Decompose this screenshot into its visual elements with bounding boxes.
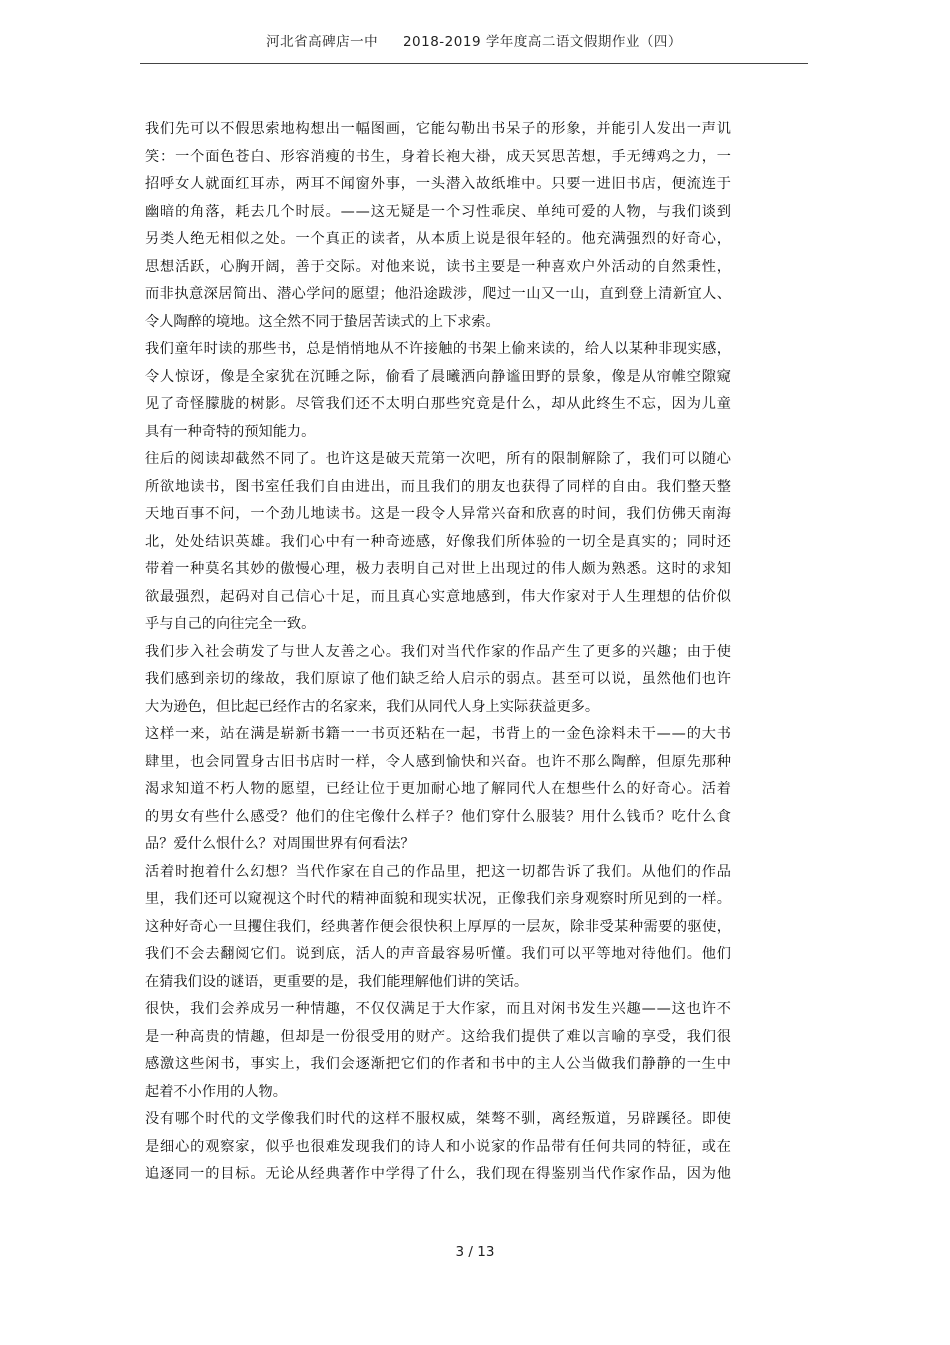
document-title: 2018-2019 学年度高二语文假期作业（四） — [402, 34, 682, 50]
text-line: 我们不会去翻阅它们。说到底，活人的声音最容易听懂。我们可以平等地对待他们。他们 — [145, 946, 732, 962]
text-line: 没有哪个时代的文学像我们时代的这样不服权威，桀骜不驯，离经叛道，另辟蹊径。即使 — [145, 1111, 732, 1127]
text-line: 感激这些闲书，事实上，我们会逐渐把它们的作者和书中的主人公当做我们静静的一生中 — [145, 1056, 732, 1072]
text-line: 起着不小作用的人物。 — [145, 1083, 287, 1100]
article-body — [145, 116, 745, 1189]
text-line: 渴求知道不朽人物的愿望，已经让位于更加耐心地了解同代人在想些什么的好奇心。活着 — [145, 781, 732, 797]
page-header — [140, 30, 808, 50]
text-line: 令人陶醉的境地。这全然不同于蛰居苦读式的上下求索。 — [145, 313, 500, 330]
page-number: 3 / 13 — [455, 1244, 495, 1260]
text-line: 带着一种莫名其妙的傲慢心理，极力表明自己对世上出现过的伟人颇为熟悉。这时的求知 — [145, 561, 732, 577]
text-line: 我们感到亲切的缘故，我们原谅了他们缺乏给人启示的弱点。甚至可以说，虽然他们也许 — [145, 671, 732, 687]
text-line: 笑：一个面色苍白、形容消瘦的书生，身着长袍大褂，成天冥思苦想，手无缚鸡之力，一 — [145, 148, 732, 165]
text-line: 追逐同一的目标。无论从经典著作中学得了什么，我们现在得鉴别当代作家作品，因为他 — [145, 1166, 732, 1182]
text-line: 我们童年时读的那些书，总是悄悄地从不许接触的书架上偷来读的，给人以某种非现实感， — [145, 341, 732, 357]
text-line: 欲最强烈，起码对自己信心十足，而且真心实意地感到，伟大作家对于人生理想的估价似 — [145, 588, 732, 605]
text-line: 我们先可以不假思索地构想出一幅图画，它能勾勒出书呆子的形象，并能引人发出一声讥 — [145, 121, 732, 137]
text-line: 肆里，也会同置身古旧书店时一样，令人感到愉快和兴奋。也许不那么陶醉，但原先那种 — [145, 753, 732, 770]
text-line: 在猜我们设的谜语，更重要的是，我们能理解他们讲的笑话。 — [145, 973, 529, 990]
text-line: 的男女有些什么感受？他们的住宅像什么样子？他们穿什么服装？用什么钱币？吃什么食 — [145, 808, 732, 825]
text-line: 另类人绝无相似之处。一个真正的读者，从本质上说是很年轻的。他充满强烈的好奇心， — [145, 231, 732, 247]
text-line: 而非执意深居简出、潜心学问的愿望；他沿途跋涉，爬过一山又一山，直到登上清新宜人、 — [145, 286, 732, 302]
text-line: 所欲地读书，图书室任我们自由进出，而且我们的朋友也获得了同样的自由。我们整天整 — [145, 478, 732, 495]
text-line: 天地百事不问，一个劲儿地读书。这是一段令人异常兴奋和欣喜的时间，我们仿佛天南海 — [145, 506, 732, 522]
text-line: 思想活跃，心胸开阔，善于交际。对他来说，读书主要是一种喜欢户外活动的自然秉性， — [145, 258, 732, 275]
text-line: 活着时抱着什么幻想？当代作家在自己的作品里，把这一切都告诉了我们。从他们的作品 — [145, 863, 732, 880]
text-line: 往后的阅读却截然不同了。也许这是破天荒第一次吧，所有的限制解除了，我们可以随心 — [145, 451, 732, 467]
text-line: 很快，我们会养成另一种情趣，不仅仅满足于大作家，而且对闲书发生兴趣——这也许不 — [145, 1001, 732, 1017]
text-line: 这样一来，站在满是崭新书籍一一书页还粘在一起，书背上的一金色涂料未干——的大书 — [145, 726, 732, 742]
text-line: 大为逊色，但比起已经作古的名家来，我们从同代人身上实际获益更多。 — [145, 698, 600, 715]
school-name: 河北省高碑店一中 — [266, 34, 379, 50]
text-line: 是一种高贵的情趣，但却是一份很受用的财产。这给我们提供了难以言喻的享受，我们很 — [145, 1028, 732, 1045]
text-line: 是细心的观察家，似乎也很难发现我们的诗人和小说家的作品带有任何共同的特征，或在 — [145, 1138, 732, 1155]
header-divider — [140, 63, 808, 64]
text-line: 招呼女人就面红耳赤，两耳不闻窗外事，一头潜入故纸堆中。只要一进旧书店，便流连于 — [145, 176, 732, 192]
text-line: 具有一种奇特的预知能力。 — [145, 423, 316, 440]
text-line: 乎与自己的向往完全一致。 — [145, 616, 316, 632]
text-line: 见了奇怪朦胧的树影。尽管我们还不太明白那些究竟是什么，却从此终生不忘，因为儿童 — [145, 396, 732, 412]
text-line: 品？爱什么恨什么？对周围世界有何看法？ — [145, 836, 415, 852]
text-line: 里，我们还可以窥视这个时代的精神面貌和现实状况，正像我们亲身观察时所见到的一样。 — [145, 891, 732, 907]
text-line: 北，处处结识英雄。我们心中有一种奇迹感，好像我们所体验的一切全是真实的；同时还 — [145, 533, 732, 550]
text-line: 我们步入社会萌发了与世人友善之心。我们对当代作家的作品产生了更多的兴趣；由于使 — [145, 643, 732, 660]
text-line: 幽暗的角落，耗去几个时辰。——这无疑是一个习性乖戾、单纯可爱的人物，与我们谈到 — [145, 203, 732, 220]
text-line: 令人惊讶，像是全家犹在沉睡之际，偷看了晨曦洒向静谧田野的景象，像是从帘帷空隙窥 — [145, 368, 732, 385]
text-line: 这种好奇心一旦攫住我们，经典著作便会很快积上厚厚的一层灰，除非受某种需要的驱使， — [145, 918, 732, 935]
